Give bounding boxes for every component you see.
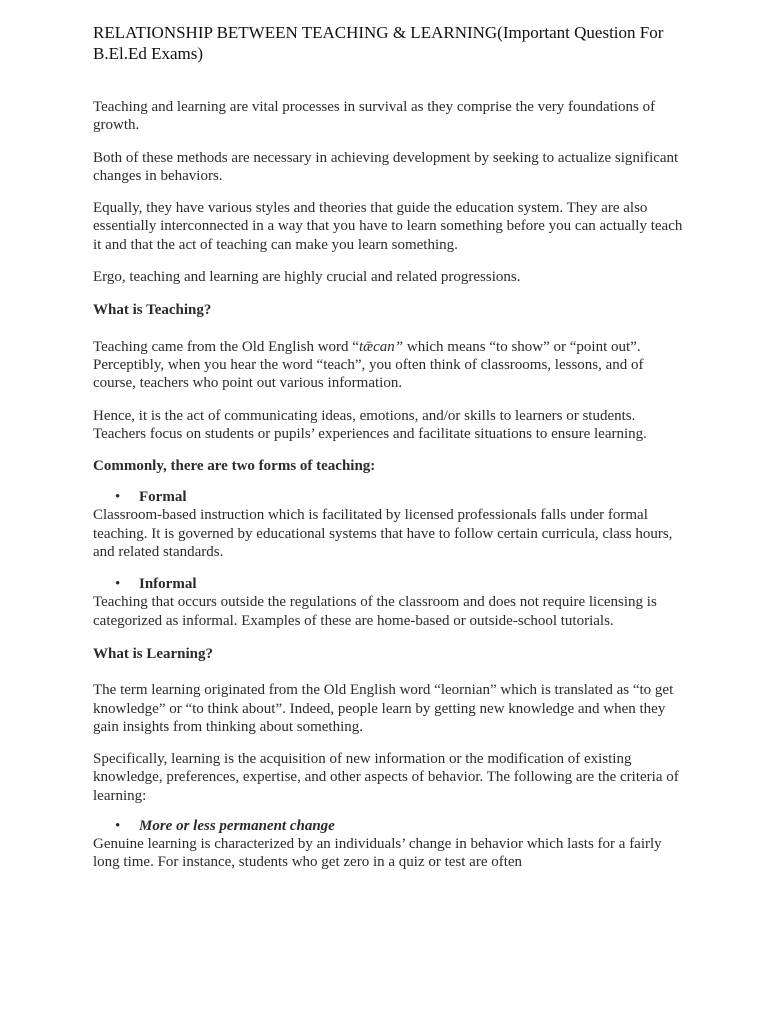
- formal-description: Classroom-based instruction which is facilitated by licensed professionals falls under formal teaching. It is governed by educational systems that have to follow certain curricula, class hours, and related standards.: [93, 507, 673, 561]
- bullet-marker: •: [115, 576, 121, 593]
- bullet-marker: •: [115, 818, 121, 835]
- informal-label: Informal: [139, 576, 197, 593]
- permanent-change-description: Genuine learning is characterized by an individuals’ change in behavior which lasts for a fairly long time. For instance, students who get zero in a quiz or test are often: [93, 836, 662, 871]
- teaching-para1-word: tǣcan”: [358, 338, 404, 355]
- teaching-paragraph-2: Hence, it is the act of communicating ideas, emotions, and/or skills to learners or students. Teachers focus on students or pupils’ experiences and facilitate situations to ensure learning.: [93, 407, 647, 442]
- informal-description: Teaching that occurs outside the regulations of the classroom and does not require licensing is categorized as informal. Examples of these are home-based or outside-school tutorials.: [93, 594, 657, 629]
- teaching-paragraph-1: [93, 338, 683, 393]
- intro-paragraph-3: Equally, they have various styles and theories that guide the education system. They are also essentially interconnected in a way that you have to learn something before you can actually teach it and that the act of teaching can make you learn something.: [93, 200, 683, 253]
- intro-paragraph-1: Teaching and learning are vital processes in survival as they comprise the very foundations of growth.: [93, 99, 656, 134]
- formal-label: Formal: [139, 489, 187, 506]
- informal-bullet-item: [93, 575, 683, 593]
- bullet-marker: •: [115, 489, 121, 506]
- learning-paragraph-1: The term learning originated from the Old English word “leornian” which is translated as “to get knowledge” or “to think about”. Indeed, people learn by getting new knowledge and when they gain insights from thinking about something.: [93, 682, 674, 735]
- permanent-change-bullet-item: [93, 817, 683, 835]
- teaching-para1-before: Teaching came from the Old English word “: [93, 338, 359, 355]
- teaching-para1-after: which means “to show” or “point out”. Perceptibly, when you hear the word “teach”, you often think of classrooms, lessons, and of course, teachers who point out various information.: [93, 338, 644, 392]
- document-title: RELATIONSHIP BETWEEN TEACHING & LEARNING(Important Question For B.El.Ed Exams): [93, 23, 664, 63]
- teaching-forms-heading: Commonly, there are two forms of teaching:: [93, 458, 376, 475]
- learning-heading: What is Learning?: [93, 645, 214, 662]
- teaching-heading: What is Teaching?: [93, 302, 212, 319]
- document-page: [93, 22, 683, 886]
- learning-paragraph-2: Specifically, learning is the acquisition of new information or the modification of existing knowledge, preferences, expertise, and other aspects of behavior. The following are the criteria of learning:: [93, 751, 679, 804]
- permanent-change-label: More or less permanent change: [139, 818, 335, 835]
- intro-paragraph-4: Ergo, teaching and learning are highly crucial and related progressions.: [93, 269, 521, 286]
- formal-bullet-item: [93, 488, 683, 506]
- intro-paragraph-2: Both of these methods are necessary in achieving development by seeking to actualize significant changes in behaviors.: [93, 149, 679, 184]
